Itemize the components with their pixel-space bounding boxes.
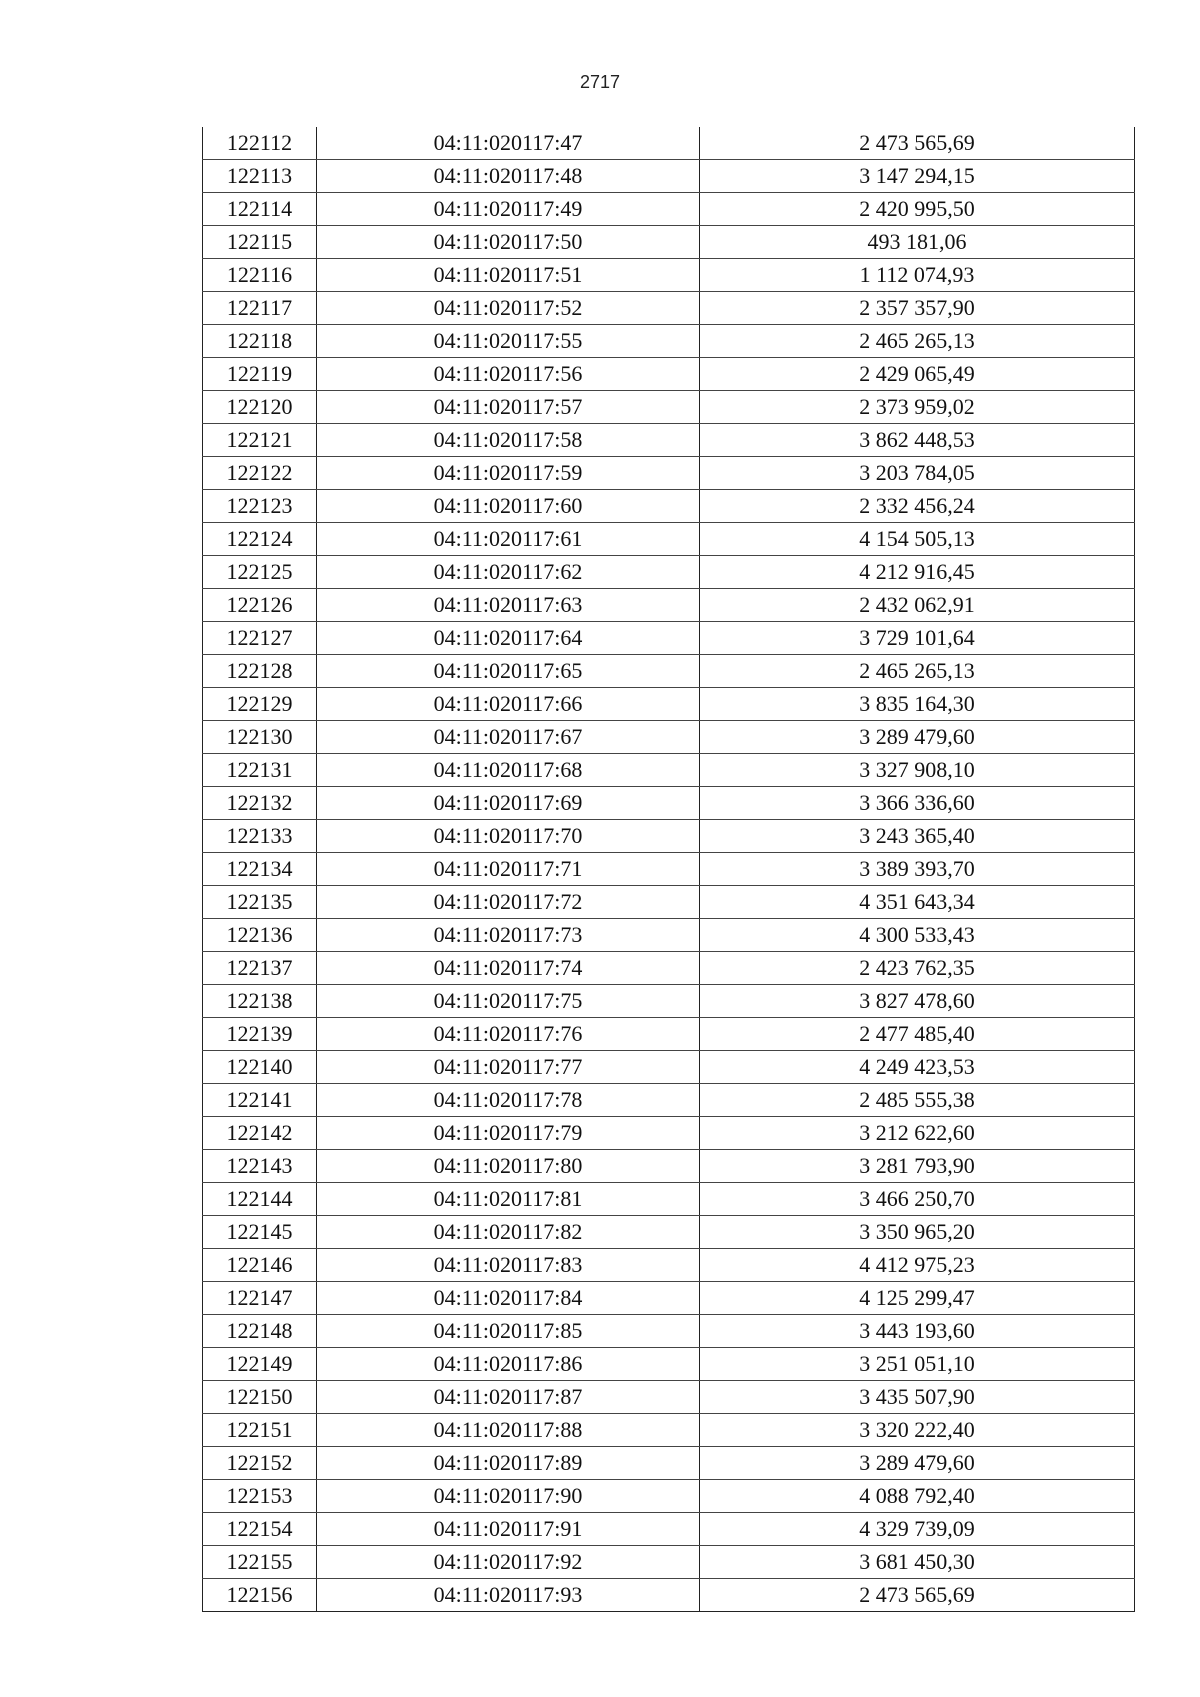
cadastral-number-cell: 04:11:020117:72 <box>317 886 700 919</box>
cadastral-value-cell: 2 485 555,38 <box>700 1084 1135 1117</box>
row-number-cell: 122126 <box>203 589 317 622</box>
cadastral-number-cell: 04:11:020117:58 <box>317 424 700 457</box>
cadastral-number-cell: 04:11:020117:78 <box>317 1084 700 1117</box>
table-row <box>203 787 1135 820</box>
table-row <box>203 358 1135 391</box>
cadastral-value-cell: 3 289 479,60 <box>700 721 1135 754</box>
cadastral-value-cell: 3 389 393,70 <box>700 853 1135 886</box>
cadastral-number-cell: 04:11:020117:57 <box>317 391 700 424</box>
cadastral-value-cell: 3 350 965,20 <box>700 1216 1135 1249</box>
cadastral-number-cell: 04:11:020117:61 <box>317 523 700 556</box>
table-row <box>203 589 1135 622</box>
cadastral-number-cell: 04:11:020117:60 <box>317 490 700 523</box>
cadastral-value-cell: 2 473 565,69 <box>700 127 1135 160</box>
cadastral-value-cell: 4 088 792,40 <box>700 1480 1135 1513</box>
table-row <box>203 292 1135 325</box>
row-number-cell: 122120 <box>203 391 317 424</box>
cadastral-value-cell: 1 112 074,93 <box>700 259 1135 292</box>
row-number-cell: 122121 <box>203 424 317 457</box>
cadastral-value-cell: 3 827 478,60 <box>700 985 1135 1018</box>
cadastral-value-cell: 4 329 739,09 <box>700 1513 1135 1546</box>
cadastral-value-cell: 3 281 793,90 <box>700 1150 1135 1183</box>
cadastral-value-cell: 2 429 065,49 <box>700 358 1135 391</box>
cadastral-number-cell: 04:11:020117:75 <box>317 985 700 1018</box>
cadastral-number-cell: 04:11:020117:65 <box>317 655 700 688</box>
cadastral-number-cell: 04:11:020117:81 <box>317 1183 700 1216</box>
table-row <box>203 193 1135 226</box>
cadastral-number-cell: 04:11:020117:66 <box>317 688 700 721</box>
table-row <box>203 127 1135 160</box>
cadastral-number-cell: 04:11:020117:74 <box>317 952 700 985</box>
cadastral-number-cell: 04:11:020117:56 <box>317 358 700 391</box>
cadastral-number-cell: 04:11:020117:64 <box>317 622 700 655</box>
row-number-cell: 122141 <box>203 1084 317 1117</box>
cadastral-number-cell: 04:11:020117:79 <box>317 1117 700 1150</box>
table-row <box>203 886 1135 919</box>
cadastral-number-cell: 04:11:020117:47 <box>317 127 700 160</box>
table-row <box>203 1150 1135 1183</box>
table-row <box>203 1183 1135 1216</box>
cadastral-value-cell: 2 420 995,50 <box>700 193 1135 226</box>
row-number-cell: 122132 <box>203 787 317 820</box>
cadastral-number-cell: 04:11:020117:85 <box>317 1315 700 1348</box>
table-row <box>203 259 1135 292</box>
cadastral-value-cell: 2 477 485,40 <box>700 1018 1135 1051</box>
cadastral-value-cell: 2 465 265,13 <box>700 655 1135 688</box>
table-row <box>203 1513 1135 1546</box>
cadastral-value-cell: 4 300 533,43 <box>700 919 1135 952</box>
table-row <box>203 820 1135 853</box>
row-number-cell: 122113 <box>203 160 317 193</box>
row-number-cell: 122152 <box>203 1447 317 1480</box>
cadastral-number-cell: 04:11:020117:87 <box>317 1381 700 1414</box>
row-number-cell: 122133 <box>203 820 317 853</box>
cadastral-value-cell: 2 465 265,13 <box>700 325 1135 358</box>
table-row <box>203 1447 1135 1480</box>
cadastral-value-cell: 3 243 365,40 <box>700 820 1135 853</box>
cadastral-number-cell: 04:11:020117:52 <box>317 292 700 325</box>
row-number-cell: 122125 <box>203 556 317 589</box>
cadastral-value-cell: 3 681 450,30 <box>700 1546 1135 1579</box>
cadastral-number-cell: 04:11:020117:84 <box>317 1282 700 1315</box>
table-row <box>203 490 1135 523</box>
row-number-cell: 122156 <box>203 1579 317 1612</box>
row-number-cell: 122116 <box>203 259 317 292</box>
cadastral-value-cell: 3 862 448,53 <box>700 424 1135 457</box>
cadastral-value-cell: 3 729 101,64 <box>700 622 1135 655</box>
row-number-cell: 122117 <box>203 292 317 325</box>
cadastral-number-cell: 04:11:020117:91 <box>317 1513 700 1546</box>
table-row <box>203 1051 1135 1084</box>
row-number-cell: 122149 <box>203 1348 317 1381</box>
cadastral-number-cell: 04:11:020117:51 <box>317 259 700 292</box>
row-number-cell: 122114 <box>203 193 317 226</box>
cadastral-number-cell: 04:11:020117:76 <box>317 1018 700 1051</box>
cadastral-value-cell: 493 181,06 <box>700 226 1135 259</box>
cadastral-value-cell: 2 332 456,24 <box>700 490 1135 523</box>
row-number-cell: 122142 <box>203 1117 317 1150</box>
cadastral-value-cell: 3 289 479,60 <box>700 1447 1135 1480</box>
cadastral-value-cell: 3 366 336,60 <box>700 787 1135 820</box>
cadastral-number-cell: 04:11:020117:67 <box>317 721 700 754</box>
cadastral-value-cell: 3 203 784,05 <box>700 457 1135 490</box>
table-row <box>203 688 1135 721</box>
table-row <box>203 160 1135 193</box>
table-row <box>203 1216 1135 1249</box>
row-number-cell: 122138 <box>203 985 317 1018</box>
row-number-cell: 122115 <box>203 226 317 259</box>
cadastral-number-cell: 04:11:020117:90 <box>317 1480 700 1513</box>
table-row <box>203 1084 1135 1117</box>
row-number-cell: 122139 <box>203 1018 317 1051</box>
row-number-cell: 122150 <box>203 1381 317 1414</box>
table-row <box>203 1414 1135 1447</box>
table-row <box>203 1249 1135 1282</box>
cadastral-value-cell: 2 423 762,35 <box>700 952 1135 985</box>
row-number-cell: 122137 <box>203 952 317 985</box>
cadastral-number-cell: 04:11:020117:82 <box>317 1216 700 1249</box>
cadastral-number-cell: 04:11:020117:92 <box>317 1546 700 1579</box>
table-row <box>203 622 1135 655</box>
cadastral-number-cell: 04:11:020117:77 <box>317 1051 700 1084</box>
table-row <box>203 1315 1135 1348</box>
cadastral-number-cell: 04:11:020117:73 <box>317 919 700 952</box>
table-row <box>203 1381 1135 1414</box>
row-number-cell: 122143 <box>203 1150 317 1183</box>
table-row <box>203 853 1135 886</box>
cadastral-number-cell: 04:11:020117:48 <box>317 160 700 193</box>
cadastral-number-cell: 04:11:020117:83 <box>317 1249 700 1282</box>
table-row <box>203 952 1135 985</box>
table-row <box>203 226 1135 259</box>
cadastral-value-cell: 3 212 622,60 <box>700 1117 1135 1150</box>
row-number-cell: 122146 <box>203 1249 317 1282</box>
cadastral-number-cell: 04:11:020117:88 <box>317 1414 700 1447</box>
row-number-cell: 122122 <box>203 457 317 490</box>
cadastral-value-cell: 4 412 975,23 <box>700 1249 1135 1282</box>
row-number-cell: 122127 <box>203 622 317 655</box>
cadastral-number-cell: 04:11:020117:93 <box>317 1579 700 1612</box>
cadastral-number-cell: 04:11:020117:71 <box>317 853 700 886</box>
table-row <box>203 1579 1135 1612</box>
cadastral-number-cell: 04:11:020117:63 <box>317 589 700 622</box>
table-row <box>203 1348 1135 1381</box>
row-number-cell: 122136 <box>203 919 317 952</box>
row-number-cell: 122134 <box>203 853 317 886</box>
page-number: 2717 <box>579 72 621 92</box>
table-row <box>203 655 1135 688</box>
row-number-cell: 122128 <box>203 655 317 688</box>
cadastral-number-cell: 04:11:020117:89 <box>317 1447 700 1480</box>
row-number-cell: 122119 <box>203 358 317 391</box>
row-number-cell: 122144 <box>203 1183 317 1216</box>
table-row <box>203 1117 1135 1150</box>
cadastral-number-cell: 04:11:020117:49 <box>317 193 700 226</box>
cadastral-value-cell: 2 432 062,91 <box>700 589 1135 622</box>
table-row <box>203 1480 1135 1513</box>
row-number-cell: 122153 <box>203 1480 317 1513</box>
cadastral-value-cell: 3 320 222,40 <box>700 1414 1135 1447</box>
cadastral-number-cell: 04:11:020117:69 <box>317 787 700 820</box>
row-number-cell: 122154 <box>203 1513 317 1546</box>
cadastral-value-cell: 3 435 507,90 <box>700 1381 1135 1414</box>
row-number-cell: 122151 <box>203 1414 317 1447</box>
table-row <box>203 1282 1135 1315</box>
row-number-cell: 122118 <box>203 325 317 358</box>
table-row <box>203 754 1135 787</box>
table-row <box>203 523 1135 556</box>
table-row <box>203 1546 1135 1579</box>
cadastral-number-cell: 04:11:020117:80 <box>317 1150 700 1183</box>
cadastral-number-cell: 04:11:020117:55 <box>317 325 700 358</box>
cadastral-value-cell: 4 212 916,45 <box>700 556 1135 589</box>
table-row <box>203 985 1135 1018</box>
cadastral-value-cell: 2 357 357,90 <box>700 292 1135 325</box>
cadastral-value-cell: 3 466 250,70 <box>700 1183 1135 1216</box>
row-number-cell: 122135 <box>203 886 317 919</box>
cadastral-value-cell: 3 251 051,10 <box>700 1348 1135 1381</box>
table-row <box>203 457 1135 490</box>
cadastral-value-cell: 4 154 505,13 <box>700 523 1135 556</box>
table-row <box>203 391 1135 424</box>
row-number-cell: 122131 <box>203 754 317 787</box>
table-row <box>203 721 1135 754</box>
cadastral-value-cell: 4 125 299,47 <box>700 1282 1135 1315</box>
cadastral-value-cell: 2 373 959,02 <box>700 391 1135 424</box>
cadastral-number-cell: 04:11:020117:59 <box>317 457 700 490</box>
table-row <box>203 424 1135 457</box>
row-number-cell: 122148 <box>203 1315 317 1348</box>
cadastral-value-cell: 3 835 164,30 <box>700 688 1135 721</box>
cadastral-value-cell: 3 147 294,15 <box>700 160 1135 193</box>
cadastral-number-cell: 04:11:020117:50 <box>317 226 700 259</box>
cadastral-value-cell: 4 351 643,34 <box>700 886 1135 919</box>
table-row <box>203 1018 1135 1051</box>
cadastral-value-cell: 3 443 193,60 <box>700 1315 1135 1348</box>
cadastral-number-cell: 04:11:020117:70 <box>317 820 700 853</box>
cadastral-value-cell: 4 249 423,53 <box>700 1051 1135 1084</box>
row-number-cell: 122112 <box>203 127 317 160</box>
cadastral-number-cell: 04:11:020117:68 <box>317 754 700 787</box>
row-number-cell: 122124 <box>203 523 317 556</box>
row-number-cell: 122147 <box>203 1282 317 1315</box>
row-number-cell: 122140 <box>203 1051 317 1084</box>
row-number-cell: 122145 <box>203 1216 317 1249</box>
table-row <box>203 556 1135 589</box>
cadastral-number-cell: 04:11:020117:86 <box>317 1348 700 1381</box>
row-number-cell: 122155 <box>203 1546 317 1579</box>
table-row <box>203 919 1135 952</box>
table-row <box>203 325 1135 358</box>
cadastral-value-cell: 2 473 565,69 <box>700 1579 1135 1612</box>
table-body <box>203 127 1135 1612</box>
cadastral-value-table <box>202 127 1135 1612</box>
cadastral-value-cell: 3 327 908,10 <box>700 754 1135 787</box>
row-number-cell: 122129 <box>203 688 317 721</box>
row-number-cell: 122130 <box>203 721 317 754</box>
row-number-cell: 122123 <box>203 490 317 523</box>
cadastral-number-cell: 04:11:020117:62 <box>317 556 700 589</box>
